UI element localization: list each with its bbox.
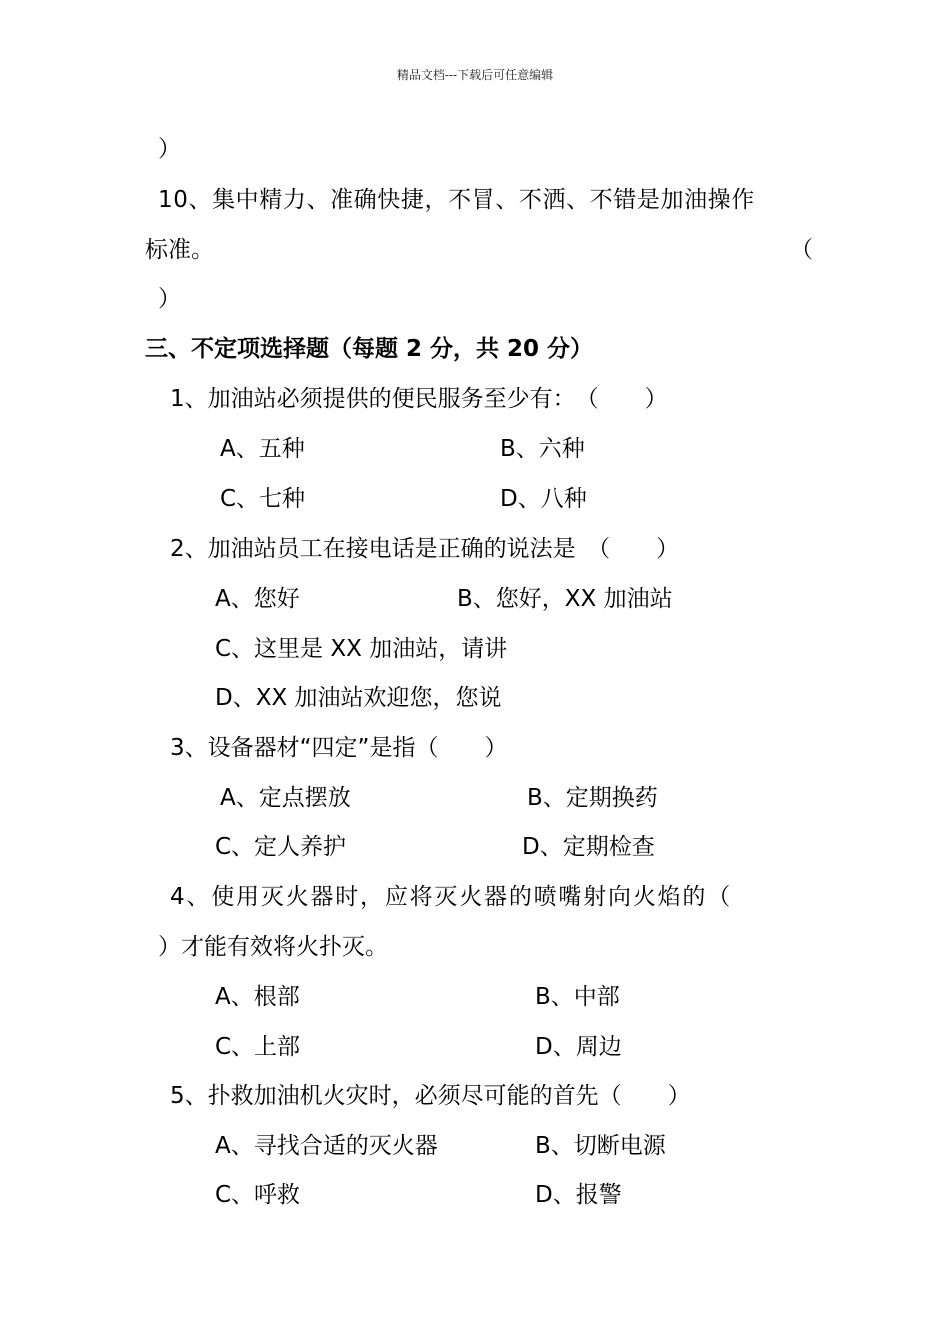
question-4-option-d: D、周边 bbox=[535, 1034, 622, 1060]
q10-line2: 标准。 bbox=[145, 237, 214, 263]
question-1-option-a: A、五种 bbox=[220, 436, 305, 462]
question-4-option-b: B、中部 bbox=[535, 984, 620, 1010]
question-5-option-b: B、切断电源 bbox=[535, 1133, 666, 1159]
question-3-option-c: C、定人养护 bbox=[215, 834, 347, 860]
question-4-stem-continued: ）才能有效将火扑灭。 bbox=[158, 934, 388, 960]
page-header: 精品文档---下载后可任意编辑 bbox=[396, 68, 554, 82]
q9-close-paren: ） bbox=[158, 136, 181, 162]
question-2-option-d: D、XX 加油站欢迎您，您说 bbox=[215, 685, 502, 711]
question-4-stem: 4、使用灭火器时，应将灭火器的喷嘴射向火焰的（ bbox=[170, 884, 733, 910]
question-2-stem: 2、加油站员工在接电话是正确的说法是 （ ） bbox=[170, 536, 680, 562]
question-3-stem: 3、设备器材“四定”是指（ ） bbox=[170, 735, 508, 761]
section-title: 三、不定项选择题（每题 2 分，共 20 分） bbox=[145, 336, 594, 362]
question-4-option-a: A、根部 bbox=[215, 984, 300, 1010]
q10-open-paren: （ bbox=[790, 237, 813, 263]
question-3-option-a: A、定点摆放 bbox=[220, 785, 351, 811]
question-3-option-d: D、定期检查 bbox=[522, 834, 655, 860]
question-1-option-b: B、六种 bbox=[500, 436, 585, 462]
question-5-stem: 5、扑救加油机火灾时，必须尽可能的首先（ ） bbox=[170, 1083, 691, 1109]
question-2-option-c: C、这里是 XX 加油站，请讲 bbox=[215, 636, 508, 662]
question-1-option-c: C、七种 bbox=[220, 486, 306, 512]
question-2-option-a: A、您好 bbox=[215, 586, 300, 612]
q10-close-paren: ） bbox=[158, 286, 181, 312]
question-5-option-a: A、寻找合适的灭火器 bbox=[215, 1133, 438, 1159]
question-1-stem: 1、加油站必须提供的便民服务至少有： （ ） bbox=[170, 386, 668, 412]
question-5-option-c: C、呼救 bbox=[215, 1182, 301, 1208]
question-4-option-c: C、上部 bbox=[215, 1034, 301, 1060]
question-5-option-d: D、报警 bbox=[535, 1182, 622, 1208]
question-3-option-b: B、定期换药 bbox=[527, 785, 658, 811]
q10-line1: 10、集中精力、准确快捷，不冒、不洒、不错是加油操作 bbox=[158, 187, 755, 213]
question-2-option-b: B、您好，XX 加油站 bbox=[457, 586, 673, 612]
question-1-option-d: D、八种 bbox=[500, 486, 587, 512]
